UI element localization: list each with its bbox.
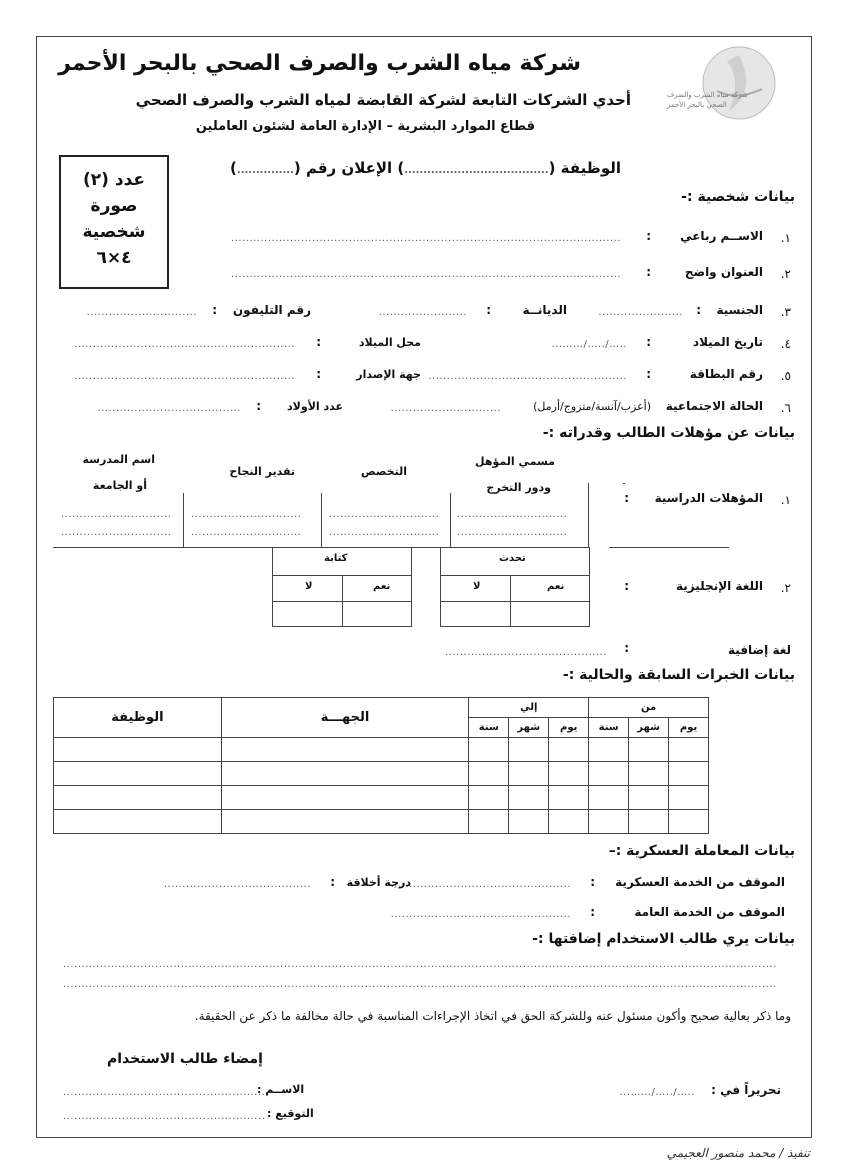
table-row	[54, 762, 709, 786]
additional-line-2[interactable]: ..................................................................................................................................................................................................	[63, 979, 777, 990]
col-school-1: اسم المدرسة	[82, 453, 155, 466]
address-label: العنوان واضح	[684, 265, 763, 279]
birthplace-label: محل الميلاد	[358, 336, 421, 349]
grade-field-1[interactable]: ..............................	[191, 509, 302, 520]
military-section-title: بيانات المعاملة العسكرية :–	[608, 843, 795, 859]
writing-no-label: لا	[305, 581, 313, 592]
experience-section-title: بيانات الخبرات السابقة والحالية :-	[562, 667, 795, 683]
to-header: إلي	[469, 698, 589, 718]
conduct-grade-field[interactable]: ........................................	[163, 879, 311, 890]
date-label: تحريراً في :	[711, 1083, 781, 1097]
school-field-1[interactable]: ..............................	[61, 509, 172, 520]
signer-sign-field[interactable]: .......................................................	[63, 1111, 266, 1122]
company-title: شركة مياه الشرب والصرف الصحي بالبحر الأحمر	[58, 51, 581, 76]
signature-title: إمضاء طالب الاستخدام	[107, 1051, 263, 1067]
speaking-yes-label: نعم	[547, 581, 565, 592]
additional-section-title: بيانات يري طالب الاستخدام إضافتها :-	[532, 931, 795, 947]
writing-yes-label: نعم	[373, 581, 391, 592]
address-field[interactable]: ..........................................................................................................	[231, 269, 621, 280]
name-label: الاســم رباعي	[680, 229, 763, 243]
phone-field[interactable]: ..............................	[86, 307, 197, 318]
photo-size: ٤×٦	[96, 248, 132, 268]
speaking-label: تحدث	[499, 553, 526, 564]
english-label: اللغة الإنجليزية	[676, 579, 763, 593]
religion-field[interactable]: ........................	[378, 307, 467, 318]
signer-sign-label: التوقيع :	[267, 1107, 314, 1120]
birthdate-field[interactable]: ..…/..…/……...	[551, 339, 627, 350]
announcement-label: ) الإعلان رقم (	[293, 159, 405, 177]
writing-yes-cell[interactable]	[343, 603, 411, 625]
nationality-label: الجنسية	[716, 303, 763, 317]
marital-field[interactable]: ..............................	[390, 403, 501, 414]
col-school-2: أو الجامعة	[92, 479, 147, 492]
name-field[interactable]: ..........................................................................................................	[231, 233, 621, 244]
col-grade: تقدير النجاح	[229, 465, 295, 478]
announcement-field[interactable]: ...............	[236, 165, 294, 176]
personal-section-title: بيانات شخصية :-	[681, 189, 795, 205]
col-degree-1: مسمي المؤهل	[475, 455, 555, 468]
marital-label: الحالة الاجتماعية	[665, 399, 763, 413]
job-label: الوظيفة (	[548, 159, 621, 177]
public-service-label: الموقف من الخدمة العامة	[634, 905, 785, 919]
col-degree-2: ودور التخرج	[486, 481, 551, 494]
degree-field-1[interactable]: ..............................	[457, 509, 568, 520]
issue-authority-label: جهة الإصدار	[356, 368, 421, 381]
additional-line-1[interactable]: ..................................................................................................................................................................................................	[63, 959, 777, 970]
footer-note: تنفيذ / محمد منصور العجيمي	[666, 1146, 810, 1160]
table-row	[54, 738, 709, 762]
signer-name-field[interactable]: .......................................................	[63, 1087, 266, 1098]
qualifications-section-title: بيانات عن مؤهلات الطالب وقدراته :-	[542, 425, 795, 441]
company-subtitle: أحدي الشركات التابعة لشركة القابضة لمياه الشرب والصرف الصحي	[135, 91, 631, 109]
logo-text-2: الصحي بالبحر الأحمر	[667, 101, 727, 109]
military-service-field[interactable]: .................................................	[390, 879, 571, 890]
children-field[interactable]: .......................................	[97, 403, 241, 414]
id-label: رقم البطاقة	[689, 367, 763, 381]
photo-count: عدد (٢)	[82, 170, 146, 190]
department-title: قطاع الموارد البشرية – الإدارة العامة لشئون العاملين	[195, 119, 535, 134]
school-field-2[interactable]: ..............................	[61, 527, 172, 538]
photo-box	[59, 155, 169, 289]
birthplace-field[interactable]: ............................................................	[74, 339, 295, 350]
marital-options: (أعزب/آنسة/متزوج/أرمل)	[533, 400, 651, 413]
logo-text-1: شركة مياه الشرب والصرف	[667, 91, 748, 99]
photo-word: صورة	[90, 196, 138, 216]
nationality-field[interactable]: .......................	[598, 307, 683, 318]
job-field[interactable]: ......................................	[404, 165, 549, 176]
speaking-no-cell[interactable]	[441, 603, 509, 625]
declaration-text: وما ذكر بعالية صحيح وأكون مسئول عنه وللشركة الحق في اتخاذ الإجراءات المناسبة في حالة مخالفة ما ذكر عن الحقيقة.	[194, 1009, 791, 1023]
job-header: الوظيفة	[54, 698, 222, 738]
conduct-grade-label: درجة أخلاقة	[346, 876, 411, 889]
children-label: عدد الأولاد	[287, 400, 343, 413]
entity-header: الجهـــة	[221, 698, 469, 738]
extra-language-field[interactable]: ............................................	[445, 647, 607, 658]
major-field-2[interactable]: ..............................	[329, 527, 440, 538]
academic-label: المؤهلات الدراسية	[654, 491, 763, 505]
writing-no-cell[interactable]	[273, 603, 341, 625]
table-row	[54, 810, 709, 834]
public-service-field[interactable]: .................................................	[390, 909, 571, 920]
id-field[interactable]: ......................................................	[428, 371, 627, 382]
religion-label: الديانــة	[522, 303, 567, 317]
company-logo	[667, 41, 777, 141]
from-header: من	[589, 698, 709, 718]
date-field[interactable]: ..…/..…/……...	[619, 1087, 695, 1098]
experience-table: من إلي الجهـــة الوظيفة يوم شهر سنة يوم شهر سنة	[53, 697, 709, 834]
phone-label: رقم التليفون	[232, 303, 311, 317]
table-row	[54, 786, 709, 810]
job-line: الوظيفة (......................................) الإعلان رقم (...............)	[230, 159, 621, 177]
birthdate-label: تاريخ الميلاد	[692, 335, 763, 349]
speaking-no-label: لا	[473, 581, 481, 592]
military-service-label: الموقف من الخدمة العسكرية	[615, 875, 785, 889]
speaking-yes-cell[interactable]	[511, 603, 589, 625]
writing-label: كتابة	[324, 553, 348, 564]
application-form: شركة مياه الشرب والصرف الصحي بالبحر الأحمر شركة مياه الشرب والصرف الصحي بالبحر الأحمر أحدي الشركات التابعة لشركة القابضة لمياه الشرب والصرف الصحي قطاع الموارد البشرية – الإدارة العامة لشئون العاملين عدد (٢) صورة شخصية ٤×٦ الوظيفة (......................................) الإعلان رقم (...............) بيانات شخصية :- ١. الاســم رباعي : .......................................................................................................... ٢. العنوان واضح : .......................................................................................................... ٣. الجنسية : ....................... الديانــة : ........................ رقم التليفون : .............................. ٤. تاريخ الميلاد : ..…/..…/……... محل الميلاد : ............................................................ ٥. رقم البطاقة : ...................................................... جهة الإصدار : ............................................................ ٦. الحالة الاجتماعية (أعزب/آنسة/متزوج/أرمل) .............................. عدد الأولاد : ....................................... بيانات عن مؤهلات الطالب وقدراته :- مسمي المؤهل ودور التخرج التخصص تقدير النجاح اسم المدرسة أو الجامعة ١. المؤهلات الدراسية : .............................. .............................. .............................. .............................. .............................. .............................. .............................. .............................. ٢. اللغة الإنجليزية : تحدث نعم لا كتابة نعم لا لغة إضافية : ............................................ بيانات الخبرات السابقة والحالية :- من إلي الجهـــة الوظيفة يوم شهر سنة يوم شهر سنة بيانات المعاملة العسكرية :– الموقف من الخدمة العسكرية : ................................................. درجة أخلاقة : ........................................ الموقف من الخدمة العامة : ................................................. بيانات يري طالب الاستخدام إضافتها :- .................................................................................................................................................................................................. .................................................................................................................................................................................................. وما ذكر بعالية صحيح وأكون مسئول عنه وللشركة الحق في اتخاذ الإجراءات المناسبة في حالة مخالفة ما ذكر عن الحقيقة. إمضاء طالب الاستخدام الاســم : ....................................................... التوقيع : ....................................................... تحريراً في : ..…/..…/……...	[36, 36, 812, 1138]
photo-type: شخصية	[82, 222, 146, 242]
major-field-1[interactable]: ..............................	[329, 509, 440, 520]
signer-name-label: الاســم :	[257, 1083, 305, 1096]
col-major: التخصص	[360, 465, 407, 478]
extra-language-label: لغة إضافية	[728, 643, 791, 657]
issue-authority-field[interactable]: ............................................................	[74, 371, 295, 382]
grade-field-2[interactable]: ..............................	[191, 527, 302, 538]
degree-field-2[interactable]: ..............................	[457, 527, 568, 538]
